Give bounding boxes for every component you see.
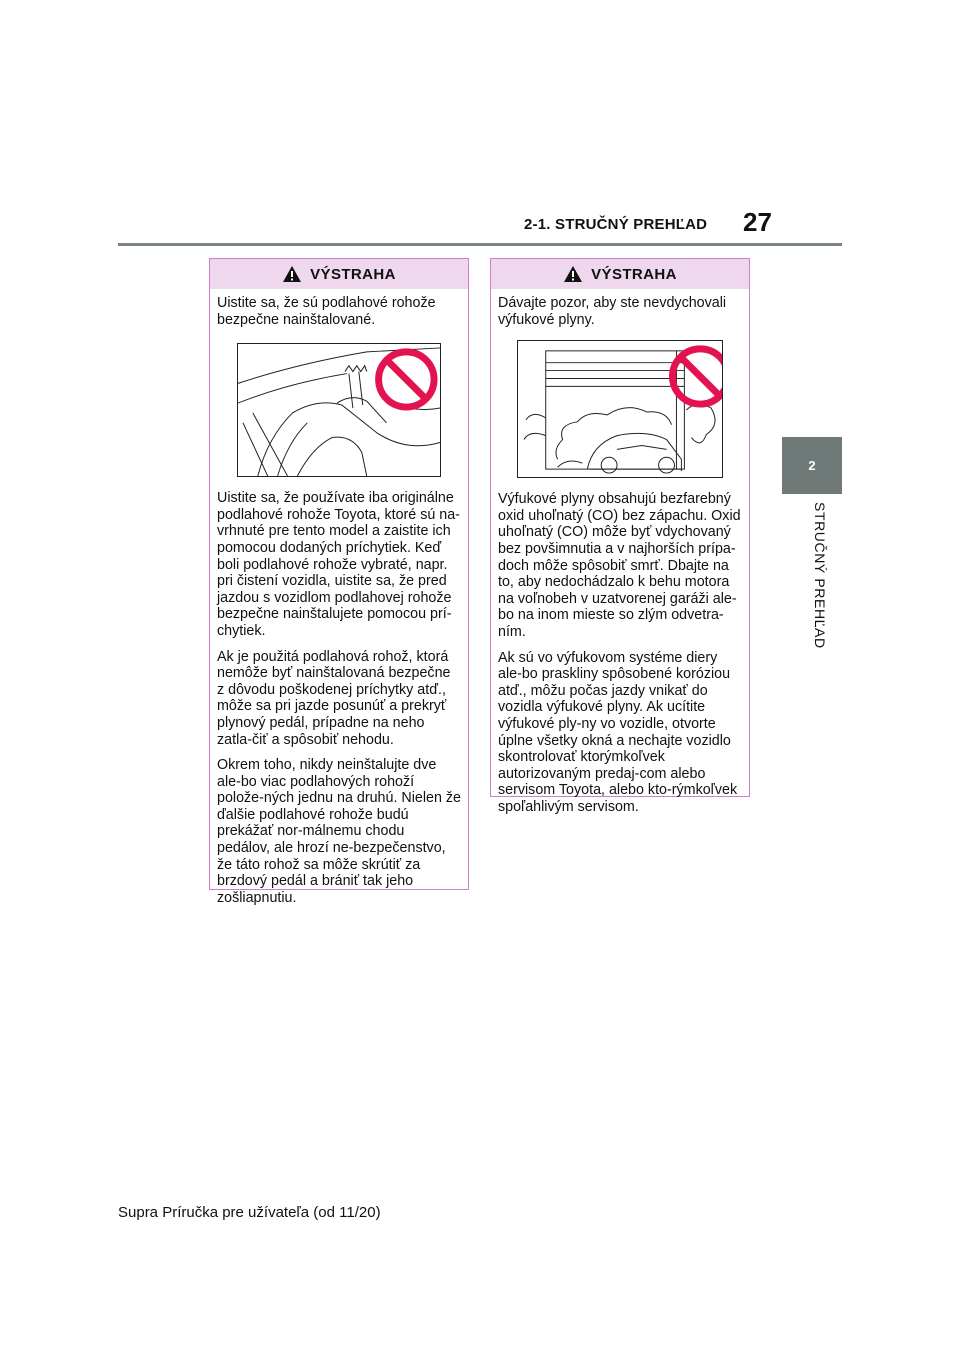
warning-box-floor-mats	[209, 258, 469, 906]
warning-paragraph: Výfukové plyny obsahujú bezfarebný oxid uhoľnatý (CO) bez zápachu. Oxid uhoľnatý (CO) môže byť vdychovaný bez povšimnutia a v najhorších prípa-doch môže spôsobiť smrť. Dbajte na to, aby nedochádzalo k behu motora na voľnobeh v uzatvorenej garáži ale-bo na inom mieste so zlým odvetra-ním.	[498, 491, 741, 640]
page-number: 27	[743, 207, 772, 237]
floor-mat-illustration	[237, 343, 441, 477]
warning-paragraph: Okrem toho, nikdy neinštalujte dve ale-bo viac podlahových rohoží polože-ných jednu na druhú. Nielen že ďalšie podlahové rohože budú prekážať nor-málnemu chodu pedálov, ale hrozí ne-bezpečenstvo, že táto rohož sa môže skrútiť za brzdový pedál a brániť tak jeho zošliapnutiu.	[217, 757, 462, 906]
warning-paragraph: Uistite sa, že používate iba originálne podlahové rohože Toyota, ktoré sú na-vrhnuté pre tento model a zaistite ich pomocou dodaných príchytiek. Keď boli podlahové rohože vybraté, napr. pri čistení vozidla, uistite sa, že pred jazdou s vozidlom podlahovej rohože bezpečne nainštalujete pomocou prí-chytiek.	[217, 490, 460, 639]
warning-triangle-icon	[563, 265, 583, 283]
warning-intro: Uistite sa, že sú podlahové rohože bezpečne nainštalované.	[217, 295, 436, 328]
chapter-label: STRUČNÝ PREHĽAD	[812, 502, 828, 649]
warning-title: VÝSTRAHA	[310, 265, 396, 283]
chapter-tab	[782, 437, 842, 494]
warning-header	[210, 259, 468, 289]
section-title: 2-1. STRUČNÝ PREHĽAD	[524, 216, 708, 233]
warning-header	[491, 259, 749, 289]
warning-box-exhaust	[490, 258, 750, 815]
garage-exhaust-illustration	[517, 340, 723, 478]
header-divider	[118, 243, 842, 246]
warning-triangle-icon	[282, 265, 302, 283]
chapter-number: 2	[808, 458, 816, 473]
warning-paragraph: Ak sú vo výfukovom systéme diery ale-bo praskliny spôsobené koróziou atď., môžu počas jazdy vnikať do vozidla výfukové plyny. Ak ucítite výfukové ply-ny vo vozidle, otvorte úplne všetky okná a nechajte vozidlo skontrolovať ktorýmkoľvek autorizovaným predaj-com alebo servisom Toyota, alebo kto-rýmkoľvek spoľahlivým servisom.	[498, 649, 738, 815]
warning-paragraph: Ak je použitá podlahová rohož, ktorá nemôže byť nainštalovaná bezpečne z dôvodu poškodenej príchytky atď., môže sa pri jazde posunúť a prekryť plynový pedál, prípadne na neho zatla-čiť a spôsobiť nehodu.	[217, 648, 451, 748]
footer-manual-title: Supra Príručka pre užívateľa (od 11/20)	[118, 1204, 381, 1221]
warning-title: VÝSTRAHA	[591, 265, 677, 283]
warning-intro: Dávajte pozor, aby ste nevdychovali výfukové plyny.	[498, 295, 727, 328]
